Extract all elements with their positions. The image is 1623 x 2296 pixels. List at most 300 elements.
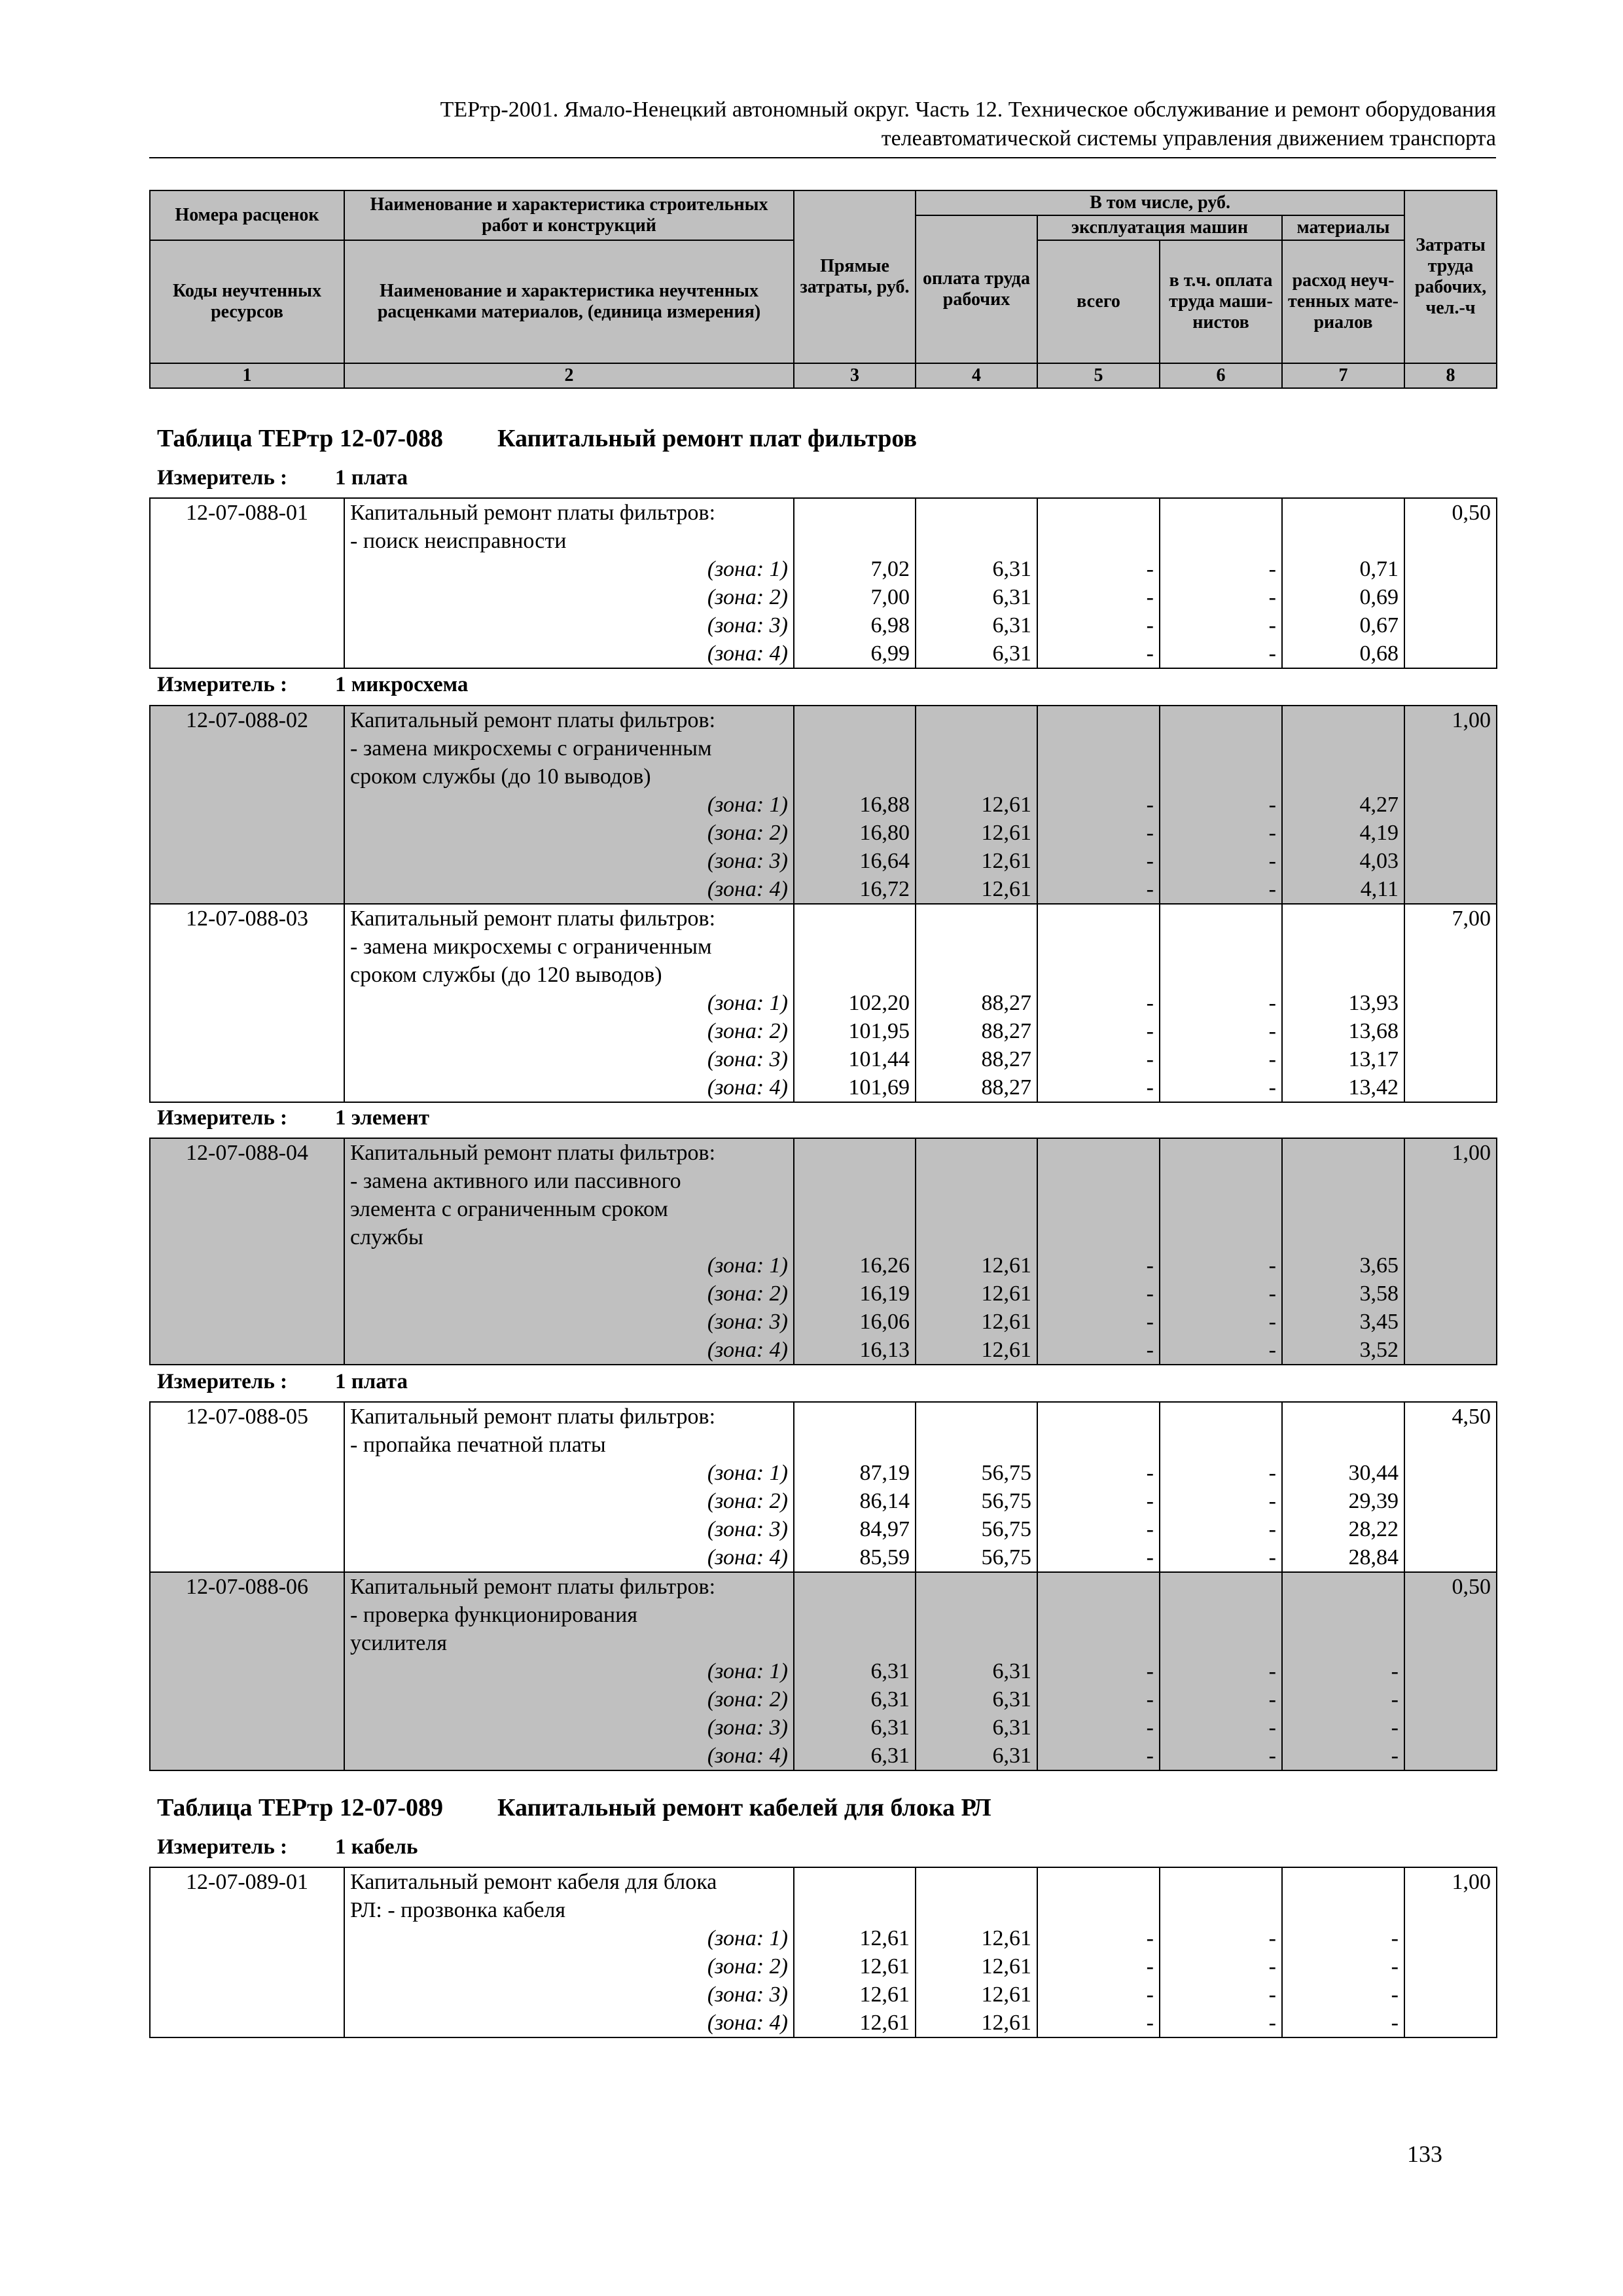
worker-pay: 6,31 [916,583,1037,611]
worker-pay: 12,61 [916,1952,1037,1981]
machine-total: - [1037,1543,1160,1572]
material-cost: - [1282,1742,1404,1770]
machine-total: - [1037,1045,1160,1073]
empty-cell [916,933,1037,961]
zone-label: (зона: 3) [344,847,794,875]
empty-cell [150,1924,344,1952]
work-description: службы [344,1223,794,1251]
col1-top: Номера расценок [150,190,344,240]
price-group-table [149,1138,1497,1365]
col2-bottom: Наименование и характеристика неучтенных расценками материалов, (единица измерения) [344,240,794,363]
empty-cell [150,1601,344,1629]
empty-cell [794,762,916,791]
empty-cell [1160,1629,1282,1657]
zone-label: (зона: 3) [344,611,794,639]
machine-operator-pay: - [1160,611,1282,639]
empty-cell [916,904,1037,933]
col-num-4: 4 [916,363,1037,388]
table-row [150,791,1497,819]
table-row [150,1195,1497,1223]
col-num-3: 3 [794,363,916,388]
material-cost: 3,65 [1282,1251,1404,1280]
table-row [150,706,1497,734]
empty-cell [1282,1167,1404,1195]
material-cost: - [1282,1981,1404,2009]
machine-total: - [1037,2009,1160,2037]
empty-cell [1037,706,1160,734]
empty-cell [1404,819,1497,847]
col-num-5: 5 [1037,363,1160,388]
empty-cell [1404,1167,1497,1195]
table-row [150,989,1497,1017]
machine-operator-pay: - [1160,1713,1282,1742]
col4-head: оплата труда рабочих [916,215,1037,363]
zone-label: (зона: 4) [344,1336,794,1365]
empty-cell [1037,1167,1160,1195]
machine-operator-pay: - [1160,1487,1282,1515]
worker-pay: 12,61 [916,791,1037,819]
machine-operator-pay: - [1160,819,1282,847]
empty-cell [1037,961,1160,989]
labor-cost: 0,50 [1404,1572,1497,1601]
empty-cell [1404,1223,1497,1251]
empty-cell [794,706,916,734]
empty-cell [1404,989,1497,1017]
measure-line [157,466,408,490]
empty-cell [150,1629,344,1657]
empty-cell [1404,1280,1497,1308]
machine-operator-pay: - [1160,1280,1282,1308]
empty-cell [1037,1431,1160,1459]
empty-cell [1037,1896,1160,1924]
table-row [150,2009,1497,2037]
empty-cell [150,875,344,904]
rate-code: 12-07-088-04 [150,1138,344,1167]
direct-cost: 84,97 [794,1515,916,1543]
work-description: усилителя [344,1629,794,1657]
work-description: - замена активного или пассивного [344,1167,794,1195]
empty-cell [150,961,344,989]
table-row [150,1138,1497,1167]
empty-cell [150,1280,344,1308]
empty-cell [150,583,344,611]
rate-code: 12-07-088-02 [150,706,344,734]
table-row [150,1601,1497,1629]
empty-cell [794,1431,916,1459]
empty-cell [150,1459,344,1487]
table-title [157,424,917,453]
empty-cell [1404,1515,1497,1543]
zone-label: (зона: 1) [344,989,794,1017]
empty-cell [1037,933,1160,961]
empty-cell [1282,706,1404,734]
direct-cost: 101,95 [794,1017,916,1045]
material-cost: 0,71 [1282,555,1404,583]
empty-cell [150,734,344,762]
material-cost: 4,11 [1282,875,1404,904]
empty-cell [1404,791,1497,819]
table-row [150,1924,1497,1952]
empty-cell [150,762,344,791]
empty-cell [1160,527,1282,555]
empty-cell [1282,1431,1404,1459]
direct-cost: 7,02 [794,555,916,583]
empty-cell [1404,1924,1497,1952]
empty-cell [1404,1543,1497,1572]
zone-label: (зона: 3) [344,1981,794,2009]
empty-cell [794,1896,916,1924]
material-cost: 4,27 [1282,791,1404,819]
worker-pay: 88,27 [916,989,1037,1017]
table-row [150,1543,1497,1572]
empty-cell [1037,1601,1160,1629]
direct-cost: 6,31 [794,1685,916,1713]
zone-label: (зона: 2) [344,1017,794,1045]
empty-cell [1037,734,1160,762]
direct-cost: 16,64 [794,847,916,875]
direct-cost: 16,06 [794,1308,916,1336]
empty-cell [150,527,344,555]
machine-operator-pay: - [1160,2009,1282,2037]
empty-cell [916,1402,1037,1431]
empty-cell [916,961,1037,989]
empty-cell [150,1167,344,1195]
machine-operator-pay: - [1160,791,1282,819]
table-row [150,1685,1497,1713]
table-row [150,611,1497,639]
material-cost: 13,42 [1282,1073,1404,1102]
empty-cell [916,734,1037,762]
zone-label: (зона: 2) [344,1685,794,1713]
machine-operator-pay: - [1160,583,1282,611]
empty-cell [1282,734,1404,762]
empty-cell [1282,961,1404,989]
measure-unit: 1 плата [335,466,408,490]
empty-cell [1404,1487,1497,1515]
empty-cell [794,1572,916,1601]
measure-label: Измеритель : [157,1835,288,1859]
empty-cell [1282,762,1404,791]
direct-cost: 6,31 [794,1713,916,1742]
empty-cell [1282,1195,1404,1223]
worker-pay: 12,61 [916,1308,1037,1336]
empty-cell [1404,847,1497,875]
empty-cell [150,1742,344,1770]
empty-cell [1282,1223,1404,1251]
empty-cell [794,734,916,762]
empty-cell [1160,933,1282,961]
empty-cell [150,1223,344,1251]
material-cost: 0,69 [1282,583,1404,611]
incl-head: В том числе, руб. [916,190,1404,215]
empty-cell [1160,498,1282,527]
table-row [150,734,1497,762]
worker-pay: 12,61 [916,875,1037,904]
table-row [150,1515,1497,1543]
empty-cell [150,1251,344,1280]
worker-pay: 12,61 [916,2009,1037,2037]
empty-cell [1404,961,1497,989]
empty-cell [1160,1572,1282,1601]
zone-label: (зона: 2) [344,1952,794,1981]
empty-cell [916,1223,1037,1251]
zone-label: (зона: 1) [344,555,794,583]
worker-pay: 56,75 [916,1543,1037,1572]
zone-label: (зона: 4) [344,1543,794,1572]
empty-cell [1037,498,1160,527]
empty-cell [1160,1431,1282,1459]
empty-cell [916,706,1037,734]
zone-label: (зона: 1) [344,791,794,819]
machine-operator-pay: - [1160,1685,1282,1713]
table-row [150,1073,1497,1102]
table-row [150,1742,1497,1770]
table-row [150,1223,1497,1251]
machine-total: - [1037,791,1160,819]
worker-pay: 88,27 [916,1017,1037,1045]
labor-cost: 7,00 [1404,904,1497,933]
empty-cell [150,1515,344,1543]
page-number: 133 [1407,2141,1442,2167]
col1-bottom: Коды неучтенных ресурсов [150,240,344,363]
measure-unit: 1 микросхема [335,673,469,696]
machine-total: - [1037,1251,1160,1280]
empty-cell [1160,734,1282,762]
measure-line [157,673,468,697]
col3-head: Прямые затраты, руб. [794,190,916,363]
empty-cell [1160,961,1282,989]
table-row [150,1308,1497,1336]
table-row [150,1431,1497,1459]
empty-cell [150,1685,344,1713]
empty-cell [1282,1896,1404,1924]
col8-head: Затраты труда рабочих, чел.-ч [1404,190,1497,363]
empty-cell [1404,1308,1497,1336]
direct-cost: 85,59 [794,1543,916,1572]
work-description: - поиск неисправности [344,527,794,555]
material-cost: 3,58 [1282,1280,1404,1308]
worker-pay: 56,75 [916,1487,1037,1515]
rate-code: 12-07-088-06 [150,1572,344,1601]
zone-label: (зона: 2) [344,1280,794,1308]
worker-pay: 6,31 [916,1742,1037,1770]
table-row [150,1952,1497,1981]
table-row [150,933,1497,961]
zone-label: (зона: 1) [344,1924,794,1952]
work-description: - замена микросхемы с ограниченным [344,933,794,961]
empty-cell [150,1713,344,1742]
col-num-6: 6 [1160,363,1282,388]
direct-cost: 16,80 [794,819,916,847]
machine-total: - [1037,611,1160,639]
work-description: РЛ: - прозвонка кабеля [344,1896,794,1924]
zone-label: (зона: 4) [344,875,794,904]
machine-operator-pay: - [1160,1073,1282,1102]
material-cost: - [1282,1713,1404,1742]
table-name: Капитальный ремонт плат фильтров [497,425,918,452]
empty-cell [794,1867,916,1896]
empty-cell [1160,1167,1282,1195]
direct-cost: 101,44 [794,1045,916,1073]
empty-cell [1404,1459,1497,1487]
work-description: Капитальный ремонт платы фильтров: [344,1402,794,1431]
direct-cost: 102,20 [794,989,916,1017]
direct-cost: 6,31 [794,1657,916,1685]
machine-operator-pay: - [1160,1543,1282,1572]
direct-cost: 7,00 [794,583,916,611]
direct-cost: 16,72 [794,875,916,904]
work-description: Капитальный ремонт платы фильтров: [344,498,794,527]
rate-code: 12-07-088-01 [150,498,344,527]
empty-cell [1282,1601,1404,1629]
worker-pay: 12,61 [916,1924,1037,1952]
col-num-2: 2 [344,363,794,388]
empty-cell [150,639,344,668]
empty-cell [150,1952,344,1981]
direct-cost: 101,69 [794,1073,916,1102]
empty-cell [1160,1896,1282,1924]
machine-total: - [1037,1487,1160,1515]
table-row [150,1251,1497,1280]
price-group-table [149,1401,1497,1771]
direct-cost: 12,61 [794,1952,916,1981]
empty-cell [1404,1017,1497,1045]
direct-cost: 12,61 [794,1981,916,2009]
machine-operator-pay: - [1160,1017,1282,1045]
material-cost: 28,84 [1282,1543,1404,1572]
worker-pay: 12,61 [916,1280,1037,1308]
empty-cell [1404,555,1497,583]
machine-total: - [1037,1073,1160,1102]
empty-cell [1282,498,1404,527]
work-description: Капитальный ремонт платы фильтров: [344,1138,794,1167]
table-number: Таблица ТЕРтр 12-07-089 [157,1794,444,1821]
measure-label: Измеритель : [157,466,288,490]
empty-cell [150,1017,344,1045]
material-cost: - [1282,1685,1404,1713]
empty-cell [1404,1195,1497,1223]
empty-cell [916,1867,1037,1896]
empty-cell [1160,1223,1282,1251]
empty-cell [1404,1336,1497,1365]
machine-operator-pay: - [1160,1308,1282,1336]
empty-cell [1037,1402,1160,1431]
col-num-8: 8 [1404,363,1497,388]
direct-cost: 16,26 [794,1251,916,1280]
empty-cell [1404,734,1497,762]
worker-pay: 12,61 [916,1981,1037,2009]
table-row [150,1402,1497,1431]
empty-cell [1404,1742,1497,1770]
work-description: Капитальный ремонт кабеля для блока [344,1867,794,1896]
machine-operator-pay: - [1160,1924,1282,1952]
table-row [150,1981,1497,2009]
materials-head: материалы [1282,215,1404,240]
machine-operator-pay: - [1160,1657,1282,1685]
worker-pay: 6,31 [916,1657,1037,1685]
zone-label: (зона: 1) [344,1657,794,1685]
worker-pay: 56,75 [916,1515,1037,1543]
empty-cell [794,527,916,555]
work-description: Капитальный ремонт платы фильтров: [344,904,794,933]
empty-cell [150,847,344,875]
empty-cell [150,819,344,847]
empty-cell [794,1138,916,1167]
empty-cell [1037,1223,1160,1251]
empty-cell [1037,1195,1160,1223]
empty-cell [794,1629,916,1657]
machine-operator-pay: - [1160,989,1282,1017]
empty-cell [916,1601,1037,1629]
empty-cell [1404,1981,1497,2009]
measure-unit: 1 плата [335,1370,408,1393]
measure-line [157,1835,418,1859]
labor-cost: 0,50 [1404,498,1497,527]
empty-cell [1160,1138,1282,1167]
empty-cell [1404,1896,1497,1924]
col-num-1: 1 [150,363,344,388]
empty-cell [794,961,916,989]
empty-cell [150,2009,344,2037]
machine-total: - [1037,639,1160,668]
worker-pay: 88,27 [916,1045,1037,1073]
zone-label: (зона: 3) [344,1515,794,1543]
empty-cell [150,933,344,961]
material-cost: 13,93 [1282,989,1404,1017]
table-row [150,819,1497,847]
table-row [150,1487,1497,1515]
material-cost: - [1282,1657,1404,1685]
empty-cell [1037,904,1160,933]
table-title [157,1793,991,1822]
machine-total: - [1037,819,1160,847]
col7-head: расход неуч-тенных мате-риалов [1282,240,1404,363]
empty-cell [150,1657,344,1685]
empty-cell [1404,762,1497,791]
empty-cell [1404,1045,1497,1073]
machine-operator-pay: - [1160,639,1282,668]
empty-cell [794,1601,916,1629]
machine-operator-pay: - [1160,1515,1282,1543]
empty-cell [150,1073,344,1102]
material-cost: 30,44 [1282,1459,1404,1487]
empty-cell [1404,2009,1497,2037]
empty-cell [794,933,916,961]
col2-top: Наименование и характеристика строительных работ и конструкций [344,190,794,240]
machine-total: - [1037,1952,1160,1981]
table-row [150,1629,1497,1657]
empty-cell [916,1629,1037,1657]
empty-cell [794,1195,916,1223]
worker-pay: 6,31 [916,639,1037,668]
machine-total: - [1037,1515,1160,1543]
machine-operator-pay: - [1160,875,1282,904]
empty-cell [1404,639,1497,668]
material-cost: 29,39 [1282,1487,1404,1515]
table-row [150,762,1497,791]
direct-cost: 87,19 [794,1459,916,1487]
empty-cell [1404,527,1497,555]
running-header [149,96,1496,158]
empty-cell [1037,762,1160,791]
worker-pay: 6,31 [916,1685,1037,1713]
empty-cell [1160,1195,1282,1223]
work-description: сроком службы (до 120 выводов) [344,961,794,989]
work-description: Капитальный ремонт платы фильтров: [344,1572,794,1601]
empty-cell [1160,1402,1282,1431]
material-cost: - [1282,1924,1404,1952]
work-description: сроком службы (до 10 выводов) [344,762,794,791]
